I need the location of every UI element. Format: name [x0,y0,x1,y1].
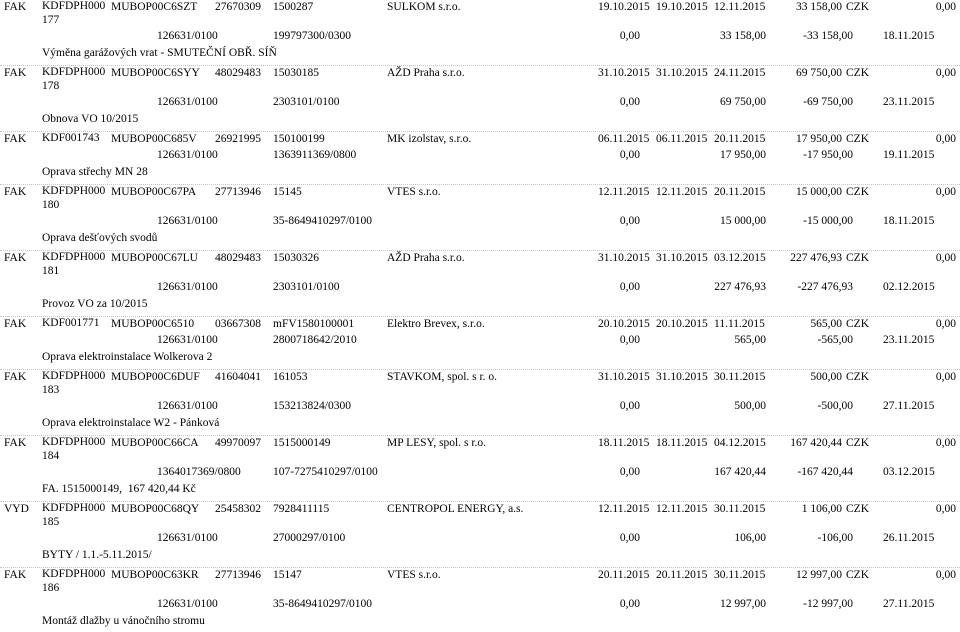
paid-before-amount: 0,00 [619,96,640,108]
record-payment-line [0,399,960,413]
difference-amount: -15 000,00 [803,215,853,227]
payment-date: 23.11.2015 [883,334,935,346]
description: Montáž dlažby u vánočního stromu [42,615,205,627]
record-description-line [0,231,960,245]
supplier-account: 35-8649410297/0100 [273,215,373,227]
record-description-line [0,548,960,562]
due-date: 20.11.2015 [714,133,766,145]
record-payment-line [0,148,960,162]
difference-amount: -167 420,44 [797,466,853,478]
record-payment-line [0,95,960,109]
document-number: KDFDPH000 183 [42,370,106,396]
document-number: KDFDPH000 181 [42,251,106,277]
invoice-amount: 33 158,00 [796,1,842,13]
record-header-line [0,370,960,397]
issue-date: 31.10.2015 [598,252,650,264]
record-description-line [0,112,960,126]
invoice-amount: 69 750,00 [796,67,842,79]
document-type: FAK [4,186,27,198]
payment-date: 03.12.2015 [883,466,935,478]
supplier-invoice-number: 7928411115 [273,503,330,515]
difference-amount: -106,00 [817,532,853,544]
supplier-name: MK izolstav, s.r.o. [387,133,472,145]
our-account: 126631/0100 [157,598,218,610]
currency: CZK [846,569,869,581]
taxable-date: 31.10.2015 [656,371,708,383]
invoice-amount: 565,00 [810,318,842,330]
our-account: 1364017369/0800 [157,466,241,478]
issue-date: 20.11.2015 [598,569,650,581]
our-account: 126631/0100 [157,400,218,412]
difference-amount: -69 750,00 [803,96,853,108]
invoice-record [0,568,960,628]
invoice-record [0,370,960,436]
invoice-record [0,0,960,66]
our-account: 126631/0100 [157,96,218,108]
record-id: MUBOP00C6SZT [111,1,198,13]
document-type: FAK [4,569,27,581]
our-account: 126631/0100 [157,30,218,42]
paid-amount: 17 950,00 [720,149,766,161]
due-date: 12.11.2015 [714,1,766,13]
paid-before-amount: 0,00 [619,334,640,346]
payment-date: 18.11.2015 [883,215,935,227]
supplier-ico: 48029483 [215,67,261,79]
document-number: KDFDPH000 177 [42,0,106,26]
paid-before-amount: 0,00 [619,466,640,478]
supplier-invoice-number: 161053 [273,371,308,383]
document-type: FAK [4,252,27,264]
due-date: 30.11.2015 [714,569,766,581]
description: FA. 1515000149, 167 420,44 Kč [42,483,196,495]
difference-amount: -12 997,00 [803,598,853,610]
record-payment-line [0,29,960,43]
record-id: MUBOP00C6510 [111,318,195,330]
payment-date: 27.11.2015 [883,598,935,610]
supplier-account: 199797300/0300 [273,30,351,42]
invoice-record [0,66,960,132]
taxable-date: 20.11.2015 [656,569,708,581]
difference-amount: -500,00 [817,400,853,412]
record-payment-line [0,280,960,294]
supplier-invoice-number: 1500287 [273,1,314,13]
invoice-record [0,251,960,317]
payment-date: 23.11.2015 [883,96,935,108]
paid-amount: 565,00 [734,334,766,346]
record-payment-line [0,333,960,347]
invoice-record [0,436,960,502]
invoice-record [0,317,960,370]
description: BYTY / 1.1.-5.11.2015/ [42,549,152,561]
supplier-ico: 26921995 [215,133,261,145]
supplier-name: AŽD Praha s.r.o. [387,67,465,79]
supplier-name: MP LESY, spol. s r.o. [387,437,487,449]
description: Výměna garážových vrat - SMUTEČNÍ OBŘ. SÍŇ [42,47,277,59]
record-payment-line [0,597,960,611]
paid-before-amount: 0,00 [619,215,640,227]
invoice-amount: 1 106,00 [801,503,842,515]
due-date: 11.11.2015 [714,318,765,330]
taxable-date: 06.11.2015 [656,133,708,145]
paid-amount: 500,00 [734,400,766,412]
paid-amount: 227 476,93 [714,281,766,293]
paid-before-amount: 0,00 [619,598,640,610]
issue-date: 20.10.2015 [598,318,650,330]
due-date: 20.11.2015 [714,186,766,198]
supplier-ico: 27713946 [215,569,261,581]
supplier-account: 2800718642/2010 [273,334,357,346]
remaining-amount: 0,00 [935,503,956,515]
our-account: 126631/0100 [157,215,218,227]
paid-amount: 15 000,00 [720,215,766,227]
supplier-account: 153213824/0300 [273,400,351,412]
invoice-record [0,185,960,251]
payment-date: 27.11.2015 [883,400,935,412]
invoice-amount: 227 476,93 [790,252,842,264]
description: Obnova VO 10/2015 [42,113,139,125]
document-type: FAK [4,371,27,383]
remaining-amount: 0,00 [935,437,956,449]
supplier-ico: 03667308 [215,318,261,330]
supplier-ico: 27670309 [215,1,261,13]
currency: CZK [846,503,869,515]
record-header-line [0,185,960,212]
our-account: 126631/0100 [157,149,218,161]
issue-date: 06.11.2015 [598,133,650,145]
description: Oprava elektroinstalace W2 - Pánková [42,417,220,429]
document-number: KDFDPH000 184 [42,436,106,462]
currency: CZK [846,186,869,198]
record-payment-line [0,531,960,545]
supplier-name: VTES s.r.o. [387,186,441,198]
supplier-ico: 41604041 [215,371,261,383]
record-header-line [0,251,960,278]
record-description-line [0,614,960,628]
supplier-invoice-number: 150100199 [273,133,325,145]
supplier-invoice-number: 15030326 [273,252,319,264]
supplier-name: CENTROPOL ENERGY, a.s. [387,503,524,515]
description: Oprava střechy MN 28 [42,166,148,178]
supplier-invoice-number: 15030185 [273,67,319,79]
record-header-line [0,132,960,146]
paid-amount: 167 420,44 [714,466,766,478]
record-payment-line [0,465,960,479]
remaining-amount: 0,00 [935,1,956,13]
due-date: 30.11.2015 [714,503,766,515]
record-description-line [0,350,960,364]
supplier-account: 1363911369/0800 [273,149,357,161]
remaining-amount: 0,00 [935,569,956,581]
issue-date: 12.11.2015 [598,186,650,198]
document-number: KDF001743 [42,132,100,144]
supplier-account: 27000297/0100 [273,532,346,544]
document-type: VYD [4,503,29,515]
due-date: 04.12.2015 [714,437,766,449]
record-description-line [0,297,960,311]
record-payment-line [0,214,960,228]
document-number: KDFDPH000 185 [42,502,106,528]
paid-before-amount: 0,00 [619,149,640,161]
supplier-account: 107-7275410297/0100 [273,466,378,478]
currency: CZK [846,252,869,264]
supplier-name: STAVKOM, spol. s r. o. [387,371,498,383]
issue-date: 18.11.2015 [598,437,650,449]
supplier-ico: 49970097 [215,437,261,449]
record-description-line [0,46,960,60]
supplier-name: SULKOM s.r.o. [387,1,461,13]
due-date: 24.11.2015 [714,67,766,79]
paid-amount: 69 750,00 [720,96,766,108]
record-header-line [0,502,960,529]
currency: CZK [846,318,869,330]
supplier-name: Elektro Brevex, s.r.o. [387,318,485,330]
record-description-line [0,482,960,496]
our-account: 126631/0100 [157,532,218,544]
payment-date: 19.11.2015 [883,149,935,161]
document-number: KDFDPH000 178 [42,66,106,92]
record-header-line [0,317,960,331]
due-date: 03.12.2015 [714,252,766,264]
issue-date: 31.10.2015 [598,371,650,383]
remaining-amount: 0,00 [935,133,956,145]
supplier-account: 35-8649410297/0100 [273,598,373,610]
record-id: MUBOP00C67LU [111,252,198,264]
invoice-amount: 15 000,00 [796,186,842,198]
supplier-name: AŽD Praha s.r.o. [387,252,465,264]
payment-date: 26.11.2015 [883,532,935,544]
invoice-record [0,132,960,185]
record-description-line [0,165,960,179]
paid-amount: 33 158,00 [720,30,766,42]
document-number: KDFDPH000 186 [42,568,106,594]
record-id: MUBOP00C685V [111,133,197,145]
supplier-ico: 27713946 [215,186,261,198]
document-number: KDFDPH000 180 [42,185,106,211]
issue-date: 19.10.2015 [598,1,650,13]
paid-before-amount: 0,00 [619,400,640,412]
supplier-account: 2303101/0100 [273,281,340,293]
record-header-line [0,436,960,463]
supplier-ico: 25458302 [215,503,261,515]
invoice-amount: 12 997,00 [796,569,842,581]
record-id: MUBOP00C6SYY [111,67,200,79]
difference-amount: -17 950,00 [803,149,853,161]
supplier-invoice-number: 15147 [273,569,302,581]
taxable-date: 31.10.2015 [656,252,708,264]
document-type: FAK [4,1,27,13]
our-account: 126631/0100 [157,281,218,293]
paid-before-amount: 0,00 [619,532,640,544]
difference-amount: -227 476,93 [797,281,853,293]
taxable-date: 31.10.2015 [656,67,708,79]
supplier-name: VTES s.r.o. [387,569,441,581]
invoice-amount: 500,00 [810,371,842,383]
currency: CZK [846,371,869,383]
paid-amount: 106,00 [734,532,766,544]
record-header-line [0,66,960,93]
invoice-amount: 167 420,44 [790,437,842,449]
record-description-line [0,416,960,430]
currency: CZK [846,67,869,79]
supplier-invoice-number: 1515000149 [273,437,331,449]
document-type: FAK [4,133,27,145]
document-type: FAK [4,67,27,79]
currency: CZK [846,1,869,13]
remaining-amount: 0,00 [935,318,956,330]
currency: CZK [846,133,869,145]
document-type: FAK [4,437,27,449]
supplier-account: 2303101/0100 [273,96,340,108]
taxable-date: 12.11.2015 [656,186,708,198]
invoice-amount: 17 950,00 [796,133,842,145]
taxable-date: 20.10.2015 [656,318,708,330]
document-type: FAK [4,318,27,330]
our-account: 126631/0100 [157,334,218,346]
payment-date: 18.11.2015 [883,30,935,42]
issue-date: 12.11.2015 [598,503,650,515]
invoice-record [0,502,960,568]
record-header-line [0,568,960,595]
supplier-invoice-number: mFV1580100001 [273,318,355,330]
description: Oprava dešťových svodů [42,232,158,244]
taxable-date: 19.10.2015 [656,1,708,13]
difference-amount: -33 158,00 [803,30,853,42]
supplier-ico: 48029483 [215,252,261,264]
paid-before-amount: 0,00 [619,281,640,293]
remaining-amount: 0,00 [935,186,956,198]
issue-date: 31.10.2015 [598,67,650,79]
currency: CZK [846,437,869,449]
taxable-date: 12.11.2015 [656,503,708,515]
document-number: KDF001771 [42,317,100,329]
taxable-date: 18.11.2015 [656,437,708,449]
remaining-amount: 0,00 [935,252,956,264]
paid-before-amount: 0,00 [619,30,640,42]
payment-date: 02.12.2015 [883,281,935,293]
description: Provoz VO za 10/2015 [42,298,148,310]
record-header-line [0,0,960,27]
record-id: MUBOP00C66CA [111,437,199,449]
supplier-invoice-number: 15145 [273,186,302,198]
description: Oprava elektroinstalace Wolkerova 2 [42,351,213,363]
remaining-amount: 0,00 [935,67,956,79]
paid-amount: 12 997,00 [720,598,766,610]
due-date: 30.11.2015 [714,371,766,383]
record-id: MUBOP00C63KR [111,569,199,581]
record-id: MUBOP00C67PA [111,186,197,198]
remaining-amount: 0,00 [935,371,956,383]
record-id: MUBOP00C68QY [111,503,200,515]
record-id: MUBOP00C6DUF [111,371,200,383]
difference-amount: -565,00 [817,334,853,346]
